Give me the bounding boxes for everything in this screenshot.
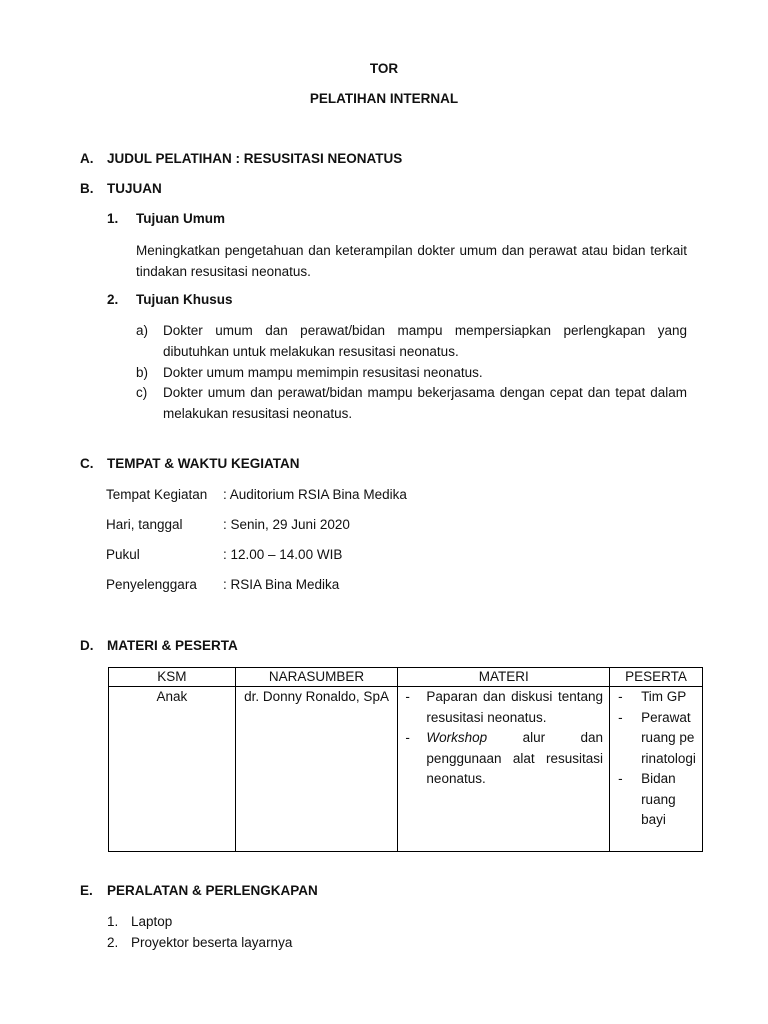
materi-item: - Paparan dan diskusi tentang resusitasi neonatus.	[405, 689, 604, 725]
peserta-item-text: Perawat ruang perinatologi	[641, 709, 696, 766]
tujuan-khusus-item-text: Dokter umum dan perawat/bidan mampu bekerjasama dengan cepat dan tepat dalam melakukan resusitasi neonatus.	[163, 385, 687, 421]
section-d-heading: MATERI & PESERTA	[107, 638, 238, 653]
column-header-narasumber: NARASUMBER	[235, 668, 398, 687]
materi-item-text: alur dan penggunaan alat resusitasi neonatus.	[426, 730, 604, 786]
section-d-letter: D.	[80, 638, 94, 653]
materi-peserta-table	[108, 667, 703, 852]
peserta-item: - Bidan ruang bayi	[618, 771, 676, 827]
document-subtitle: PELATIHAN INTERNAL	[309, 91, 459, 106]
peserta-item: - Perawat ruang perinatologi	[618, 709, 696, 766]
info-value: : RSIA Bina Medika	[223, 577, 340, 592]
tujuan-umum-text: Meningkatkan pengetahuan dan keterampilan dokter umum dan perawat atau bidan terkait tindakan resusitasi neonatus.	[136, 243, 687, 279]
document-title: TOR	[369, 61, 399, 76]
section-a-heading: JUDUL PELATIHAN : RESUSITASI NEONATUS	[107, 151, 403, 166]
materi-item: - Workshop alur dan penggunaan alat resusitasi neonatus.	[405, 730, 604, 786]
info-key: Hari, tanggal	[106, 517, 183, 532]
column-header-ksm: KSM	[109, 668, 236, 687]
ksm-value: Anak	[156, 689, 188, 704]
section-e-heading: PERALATAN & PERLENGKAPAN	[107, 883, 318, 898]
narasumber-value: dr. Donny Ronaldo, SpA	[244, 689, 389, 704]
section-e-letter: E.	[80, 883, 93, 898]
materi-item-text: Paparan dan diskusi tentang resusitasi neonatus.	[426, 689, 604, 725]
tujuan-umum-number: 1.	[107, 211, 119, 226]
peserta-item-text: Tim GP	[641, 689, 687, 704]
item-marker: b)	[136, 365, 149, 380]
equipment-number: 2.	[107, 935, 119, 950]
item-marker: c)	[136, 385, 148, 400]
info-key: Penyelenggara	[106, 577, 197, 592]
tujuan-khusus-label: Tujuan Khusus	[136, 292, 233, 307]
section-b-letter: B.	[80, 181, 94, 196]
cell-peserta	[610, 687, 703, 852]
section-a-letter: A.	[80, 151, 94, 166]
info-value: : Auditorium RSIA Bina Medika	[223, 487, 407, 502]
equipment-number: 1.	[107, 914, 119, 929]
cell-materi	[398, 687, 610, 852]
table-row	[109, 687, 703, 852]
table-header-row	[109, 668, 703, 687]
cell-ksm	[109, 687, 236, 852]
section-c-heading: TEMPAT & WAKTU KEGIATAN	[107, 456, 300, 471]
peserta-item-text: Bidan ruang bayi	[641, 771, 676, 827]
tujuan-khusus-item-text: Dokter umum mampu memimpin resusitasi neonatus.	[163, 365, 483, 380]
info-key: Tempat Kegiatan	[106, 487, 208, 502]
column-header-materi: MATERI	[398, 668, 610, 687]
equipment-item: Proyektor beserta layarnya	[131, 935, 293, 950]
cell-narasumber	[235, 687, 398, 852]
tujuan-khusus-item-text: Dokter umum dan perawat/bidan mampu mempersiapkan perlengkapan yang dibutuhkan untuk melakukan resusitasi neonatus.	[163, 323, 687, 359]
peserta-item: - Tim GP	[618, 689, 687, 704]
info-key: Pukul	[106, 547, 140, 562]
equipment-item: Laptop	[131, 914, 173, 929]
materi-item-emphasis: Workshop	[426, 730, 488, 745]
item-marker: a)	[136, 323, 149, 338]
column-header-peserta: PESERTA	[610, 668, 703, 687]
info-value: : 12.00 – 14.00 WIB	[223, 547, 343, 562]
tujuan-umum-label: Tujuan Umum	[136, 211, 225, 226]
section-c-letter: C.	[80, 456, 94, 471]
tujuan-khusus-number: 2.	[107, 292, 119, 307]
section-b-heading: TUJUAN	[107, 181, 162, 196]
info-value: : Senin, 29 Juni 2020	[223, 517, 350, 532]
